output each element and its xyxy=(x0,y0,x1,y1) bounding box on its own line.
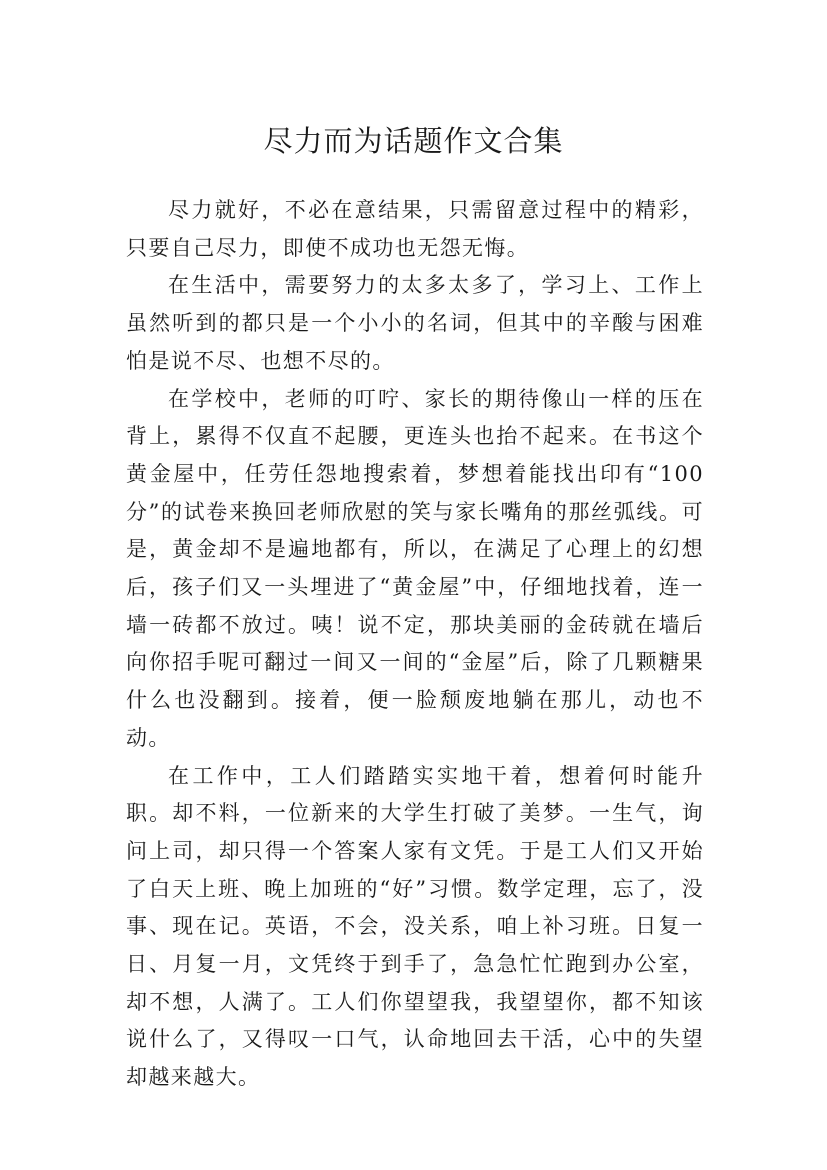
document-body xyxy=(126,192,704,1097)
document-title: 尽力而为话题作文合集 xyxy=(263,124,564,159)
paragraph-3: 在学校中，老师的叮咛、家长的期待像山一样的压在背上，累得不仅直不起腰，更连头也抬不起来。在书这个黄金屋中，任劳任怨地搜索着，梦想着能找出印有“100分”的试卷来换回老师欣慰的笑与家长嘴角的那丝弧线。可是，黄金却不是遍地都有，所以，在满足了心理上的幻想后，孩子们又一头埋进了“黄金屋”中，仔细地找着，连一墙一砖都不放过。咦！说不定，那块美丽的金砖就在墙后向你招手呢可翻过一间又一间的“金屋”后，除了几颗糖果什么也没翻到。接着，便一脸颓废地躺在那儿，动也不动。 xyxy=(126,386,704,750)
paragraph-1: 尽力就好，不必在意结果，只需留意过程中的精彩，只要自己尽力，即使不成功也无怨无悔。 xyxy=(126,198,704,260)
paragraph-4: 在工作中，工人们踏踏实实地干着，想着何时能升职。却不料，一位新来的大学生打破了美梦。一生气，询问上司，却只得一个答案人家有文凭。于是工人们又开始了白天上班、晚上加班的“好”习惯。数学定理，忘了，没事、现在记。英语，不会，没关系，咱上补习班。日复一日、月复一月，文凭终于到手了，急急忙忙跑到办公室，却不想，人满了。工人们你望望我，我望望你，都不知该说什么了，又得叹一口气，认命地回去干活，心中的失望却越来越大。 xyxy=(126,763,704,1090)
paragraph-2: 在生活中，需要努力的太多太多了，学习上、工作上虽然听到的都只是一个小小的名词，但其中的辛酸与困难怕是说不尽、也想不尽的。 xyxy=(126,273,704,373)
